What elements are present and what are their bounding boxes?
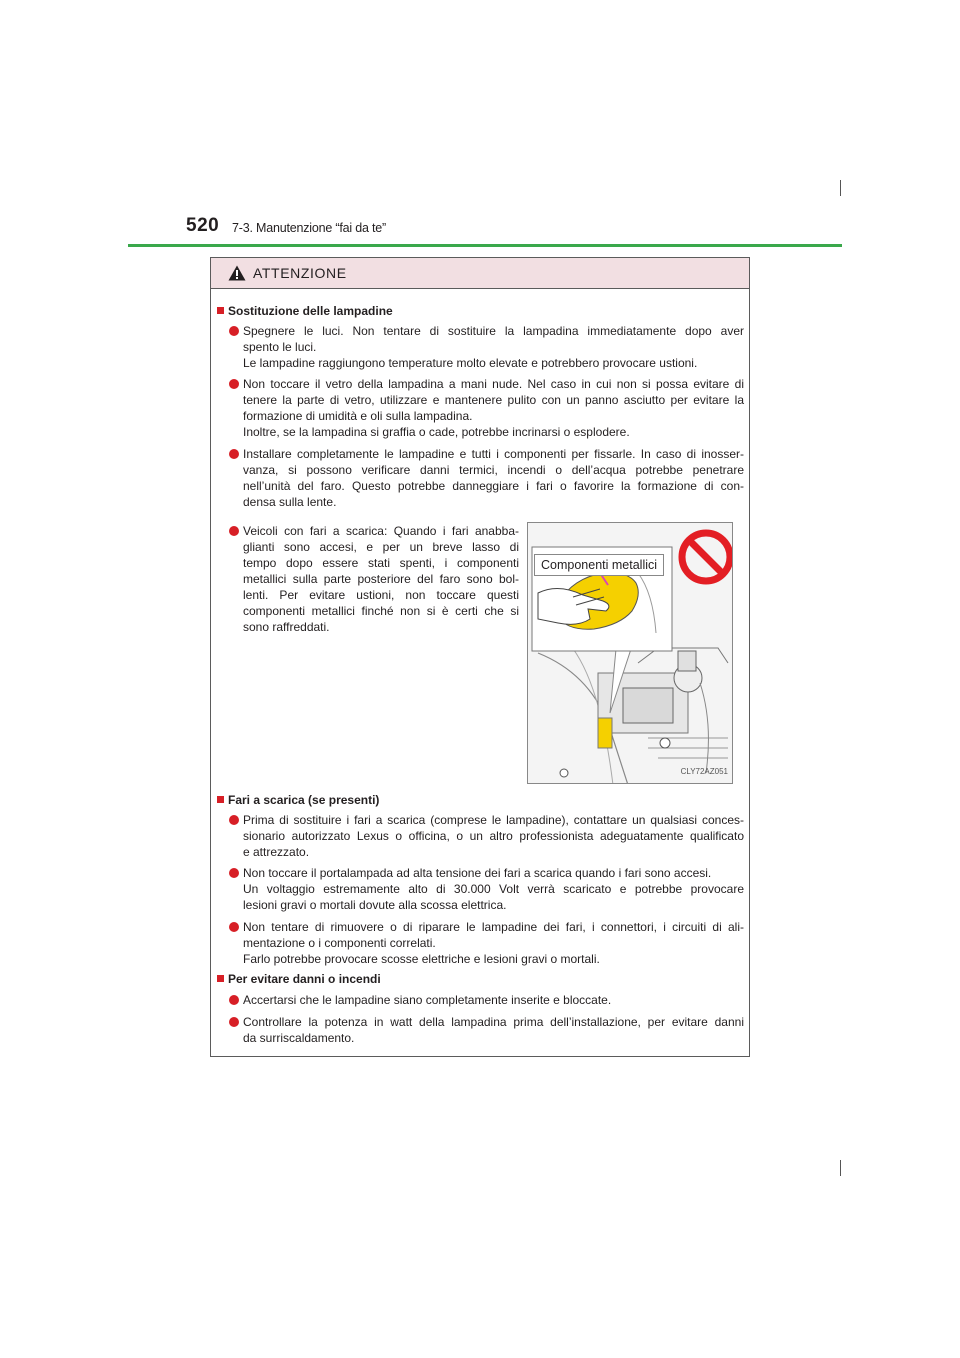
bullet-dot-icon: [229, 449, 239, 459]
list-item: Non toccare il portalampada ad alta tensione dei fari a scarica quando i fari sono accesi. Un voltaggio estremamente alto di 30.000 Volt verrà scaricato e potrebbe provocare lesioni gravi o mortali dovute alla scossa elettrica.: [229, 865, 744, 913]
callout-label: Componenti metallici: [534, 554, 664, 576]
illustration-figure: [527, 522, 733, 784]
header-rule: [128, 244, 842, 247]
list-item: Spegnere le luci. Non tentare di sostituire la lampadina immediatamente dopo aver spento le luci. Le lampadine raggiungono temperature molto elevate e potrebbero provocare ustioni.: [229, 323, 744, 371]
section-heading: Sostituzione delle lampadine: [217, 303, 393, 319]
list-item: Prima di sostituire i fari a scarica (comprese le lampadine), contattare un qualsiasi conces- sionario autorizzato Lexus o officina, o un altro professionista adeguatamente qualificato e attrezzato.: [229, 812, 744, 860]
image-code: CLY72AZ051: [680, 767, 728, 776]
warning-box: [210, 257, 750, 1057]
warning-title: ATTENZIONE: [253, 265, 347, 281]
list-item: Controllare la potenza in watt della lampadina prima dell’installazione, per evitare danni da surriscaldamento.: [229, 1014, 744, 1046]
warning-header: [211, 258, 749, 289]
list-item: Non toccare il vetro della lampadina a mani nude. Nel caso in cui non si possa evitare di tenere la parte di vetro, utilizzare e mantenere pulito con un panno asciutto per evitare la formazione di umidità e oli sulla lampadina. Inoltre, se la lampadina si graffia o cade, potrebbe incrinarsi o esplodere.: [229, 376, 744, 440]
bullet-dot-icon: [229, 922, 239, 932]
page-number: 520: [186, 215, 220, 236]
bullet-dot-icon: [229, 868, 239, 878]
warning-triangle-icon: [228, 265, 246, 281]
square-bullet-icon: [217, 796, 224, 803]
bullet-dot-icon: [229, 815, 239, 825]
section-title: 7-3. Manutenzione “fai da te”: [232, 221, 387, 235]
bullet-dot-icon: [229, 1017, 239, 1027]
square-bullet-icon: [217, 307, 224, 314]
section-heading: Per evitare danni o incendi: [217, 971, 381, 987]
list-item: Non tentare di rimuovere o di riparare le lampadine dei fari, i connettori, i circuiti di ali- mentazione o i componenti correlati. Farlo potrebbe provocare scosse elettriche e lesioni gravi o mortali.: [229, 919, 744, 967]
bullet-dot-icon: [229, 326, 239, 336]
list-item: Accertarsi che le lampadine siano completamente inserite e bloccate.: [229, 992, 744, 1008]
bullet-dot-icon: [229, 379, 239, 389]
section-heading: Fari a scarica (se presenti): [217, 792, 379, 808]
crop-mark-bottom: [840, 1160, 841, 1176]
bullet-dot-icon: [229, 995, 239, 1005]
list-item: Veicoli con fari a scarica: Quando i fari anabba- glianti sono accesi, e per un breve lasso di tempo dopo essere stati spenti, i componenti metallici sulla parte posteriore del faro sono bol- lenti. Per evitare ustioni, non toccare questi componenti metallici finché non si è certi che si sono raffreddati.: [229, 523, 519, 635]
square-bullet-icon: [217, 975, 224, 982]
bullet-dot-icon: [229, 526, 239, 536]
crop-mark-top: [840, 180, 841, 196]
list-item: Installare completamente le lampadine e tutti i componenti per fissarle. In caso di inosser- vanza, si possono verificare danni termici, incendi o dell’acqua potrebbe penetrare nell’unità del faro. Questo potrebbe danneggiare i fari o favorire la formazione di con- densa sulla lente.: [229, 446, 744, 510]
